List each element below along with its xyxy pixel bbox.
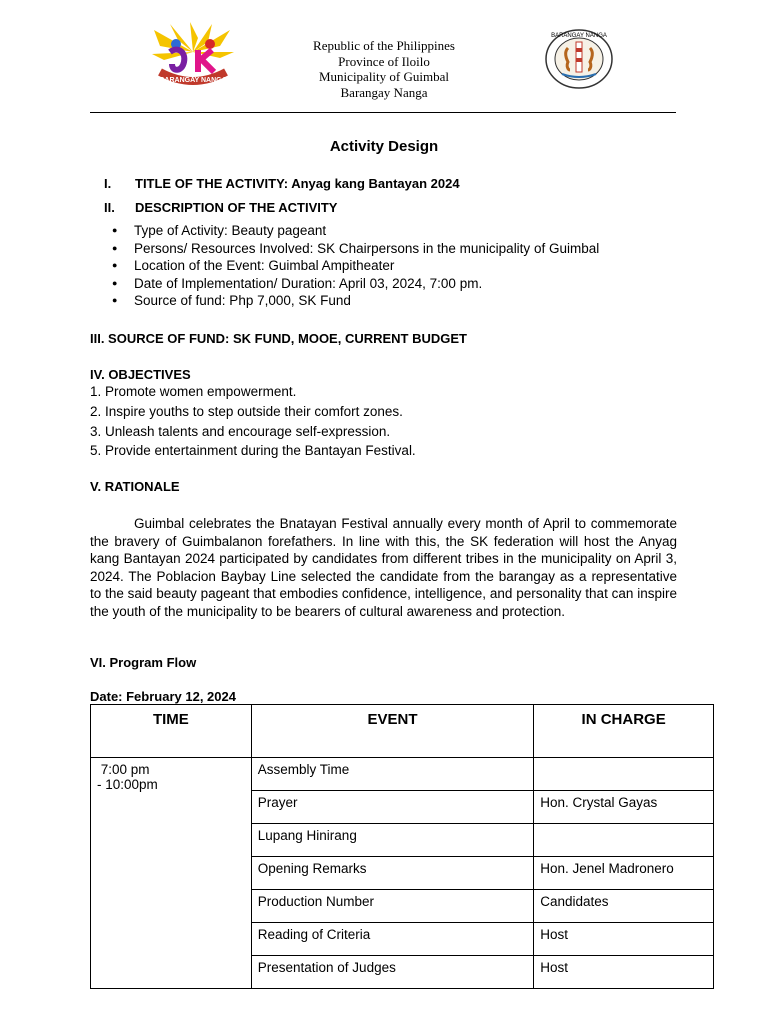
section-6-heading: VI. Program Flow	[90, 655, 197, 670]
time-end: - 10:00pm	[97, 777, 158, 792]
header-line-republic: Republic of the Philippines	[313, 38, 455, 53]
in-charge-cell: Host	[534, 956, 714, 989]
in-charge-cell: Hon. Jenel Madronero	[534, 857, 714, 890]
event-cell: Presentation of Judges	[251, 956, 533, 989]
section-3-heading: III. SOURCE OF FUND: SK FUND, MOOE, CURRENT BUDGET	[90, 331, 467, 346]
barangay-logo-left	[150, 22, 236, 88]
barangay-seal-right	[544, 28, 614, 90]
section-2-title: DESCRIPTION OF THE ACTIVITY	[135, 200, 338, 215]
list-item: 1. Promote women empowerment.	[90, 384, 297, 399]
time-start: 7:00 pm	[97, 762, 150, 777]
list-item: 3. Unleash talents and encourage self-expression.	[90, 423, 391, 439]
event-cell: Production Number	[251, 890, 533, 923]
list-item: 5. Provide entertainment during the Bantayan Festival.	[90, 443, 416, 459]
table-row	[91, 758, 714, 791]
event-cell: Assembly Time	[251, 758, 533, 791]
event-cell: Reading of Criteria	[251, 923, 533, 956]
event-cell: Lupang Hinirang	[251, 824, 533, 857]
rationale-paragraph: Guimbal celebrates the Bnatayan Festival annually every month of April to commemorate the bravery of Guimbalanon forefathers. In line with this, the SK federation will host the Anyag kang Bantayan 2024 participated by candidates from different tribes in the municipality on April 3, 2024. The Poblacion Baybay Line selected the candidate from the barangay as a representative to the said beauty pageant that embodies confidence, intelligence, and personality that can inspire the youth of the municipality to be bearers of cultural awareness and protection.	[90, 516, 677, 619]
in-charge-cell	[534, 758, 714, 791]
list-item: ● Persons/ Resources Involved: SK Chairpersons in the municipality of Guimbal	[112, 240, 599, 258]
logo-left-text: BARANGAY NANGA	[159, 77, 227, 84]
section-1-title: TITLE OF THE ACTIVITY: Anyag kang Bantayan 2024	[135, 176, 460, 191]
list-item: ● Location of the Event: Guimbal Ampitheater	[112, 257, 599, 275]
list-item: ● Type of Activity: Beauty pageant	[112, 222, 599, 240]
in-charge-cell: Hon. Crystal Gayas	[534, 791, 714, 824]
objectives-list	[90, 382, 416, 461]
program-date: Date: February 12, 2024	[90, 689, 236, 704]
column-header-time: TIME	[91, 705, 252, 758]
sunburst-icon	[152, 22, 234, 60]
in-charge-cell	[534, 824, 714, 857]
event-cell: Opening Remarks	[251, 857, 533, 890]
seal-text: BARANGAY NANGA	[551, 33, 607, 39]
in-charge-cell: Candidates	[534, 890, 714, 923]
header-line-municipality: Municipality of Guimbal	[319, 69, 449, 85]
header-divider	[90, 112, 676, 113]
list-item: ● Date of Implementation/ Duration: April 03, 2024, 7:00 pm.	[112, 275, 599, 293]
table-header-row	[91, 705, 714, 758]
column-header-in-charge: IN CHARGE	[534, 705, 714, 758]
in-charge-cell: Host	[534, 923, 714, 956]
time-cell	[91, 758, 252, 989]
column-header-event: EVENT	[251, 705, 533, 758]
section-4-heading: IV. OBJECTIVES	[90, 367, 191, 382]
header-line-barangay: Barangay Nanga	[340, 85, 428, 101]
document-title: Activity Design	[329, 138, 439, 155]
list-item: 2. Inspire youths to step outside their comfort zones.	[90, 403, 403, 419]
activity-description-list	[112, 222, 599, 310]
letterhead	[234, 38, 534, 101]
list-item: ● Source of fund: Php 7,000, SK Fund	[112, 292, 599, 310]
event-cell: Prayer	[251, 791, 533, 824]
section-5-heading: V. RATIONALE	[90, 479, 180, 494]
section-2-number: II.	[104, 200, 115, 215]
section-1-number: I.	[104, 176, 112, 191]
header-line-province: Province of Iloilo	[338, 53, 430, 69]
program-flow-table	[90, 704, 714, 989]
